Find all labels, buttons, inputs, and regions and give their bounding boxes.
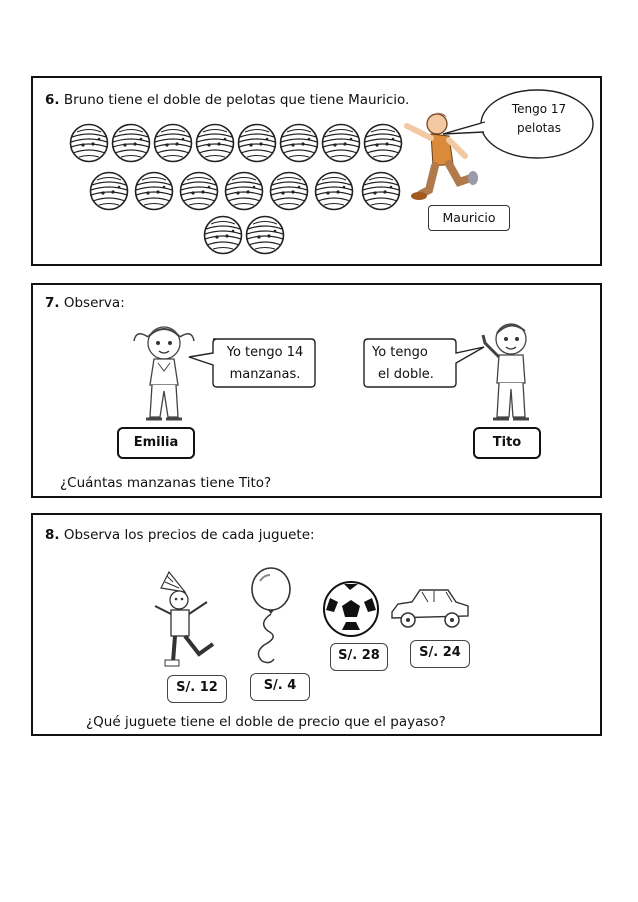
striped-ball-icon (245, 215, 285, 255)
striped-ball-icon (195, 123, 235, 163)
tito-bubble-text (366, 342, 450, 386)
question-7-box (31, 283, 602, 498)
clown-toy-illustration (151, 570, 221, 670)
striped-ball-icon (269, 171, 309, 211)
bubble-line: manzanas. (229, 367, 301, 382)
striped-ball-icon (321, 123, 361, 163)
balloon-price-label: S/. 4 (250, 673, 310, 701)
question-6-prompt: 6. Bruno tiene el doble de pelotas que tiene Mauricio. (45, 92, 410, 108)
striped-ball-icon (203, 215, 243, 255)
striped-ball-icon (89, 171, 129, 211)
emilia-name-label: Emilia (117, 427, 195, 459)
bubble-line: Yo tengo (372, 345, 428, 360)
striped-ball-icon (69, 123, 109, 163)
mauricio-name-label: Mauricio (428, 205, 510, 231)
question-8-question: ¿Qué juguete tiene el doble de precio que el payaso? (86, 714, 446, 730)
striped-ball-icon (111, 123, 151, 163)
striped-ball-icon (179, 171, 219, 211)
question-6-box (31, 76, 602, 266)
soccer-ball-illustration (322, 580, 380, 638)
striped-ball-icon (224, 171, 264, 211)
car-toy-illustration (388, 582, 472, 632)
car-price-label: S/. 24 (410, 640, 470, 668)
bubble-line: el doble. (378, 367, 434, 382)
question-7-number: 7 (45, 295, 55, 311)
question-7-question: ¿Cuántas manzanas tiene Tito? (60, 475, 272, 491)
boy-tito-illustration (477, 317, 545, 427)
question-6-text: Bruno tiene el doble de pelotas que tiene Mauricio. (63, 92, 410, 108)
question-8-prompt: 8. Observa los precios de cada juguete: (45, 527, 315, 543)
striped-ball-icon (314, 171, 354, 211)
striped-ball-icon (153, 123, 193, 163)
question-8-number: 8 (45, 527, 55, 543)
bubble-line: Yo tengo 14 (226, 345, 304, 360)
bubble-line: pelotas (517, 121, 561, 135)
bubble-line: Tengo 17 (511, 102, 567, 116)
striped-ball-icon (279, 123, 319, 163)
striped-ball-icon (237, 123, 277, 163)
balloon-toy-illustration (246, 567, 296, 667)
question-8-box (31, 513, 602, 736)
soccer-ball-price-label: S/. 28 (330, 643, 388, 671)
question-7-text: Observa: (63, 295, 125, 311)
striped-ball-icon (134, 171, 174, 211)
emilia-bubble-text (215, 342, 315, 386)
striped-ball-icon (363, 123, 403, 163)
tito-name-label: Tito (473, 427, 541, 459)
question-8-text: Observa los precios de cada juguete: (63, 527, 315, 543)
striped-ball-icon (361, 171, 401, 211)
clown-price-label: S/. 12 (167, 675, 227, 703)
question-7-prompt: 7. Observa: (45, 295, 125, 311)
mauricio-bubble-text (499, 100, 579, 138)
question-6-number: 6 (45, 92, 55, 108)
